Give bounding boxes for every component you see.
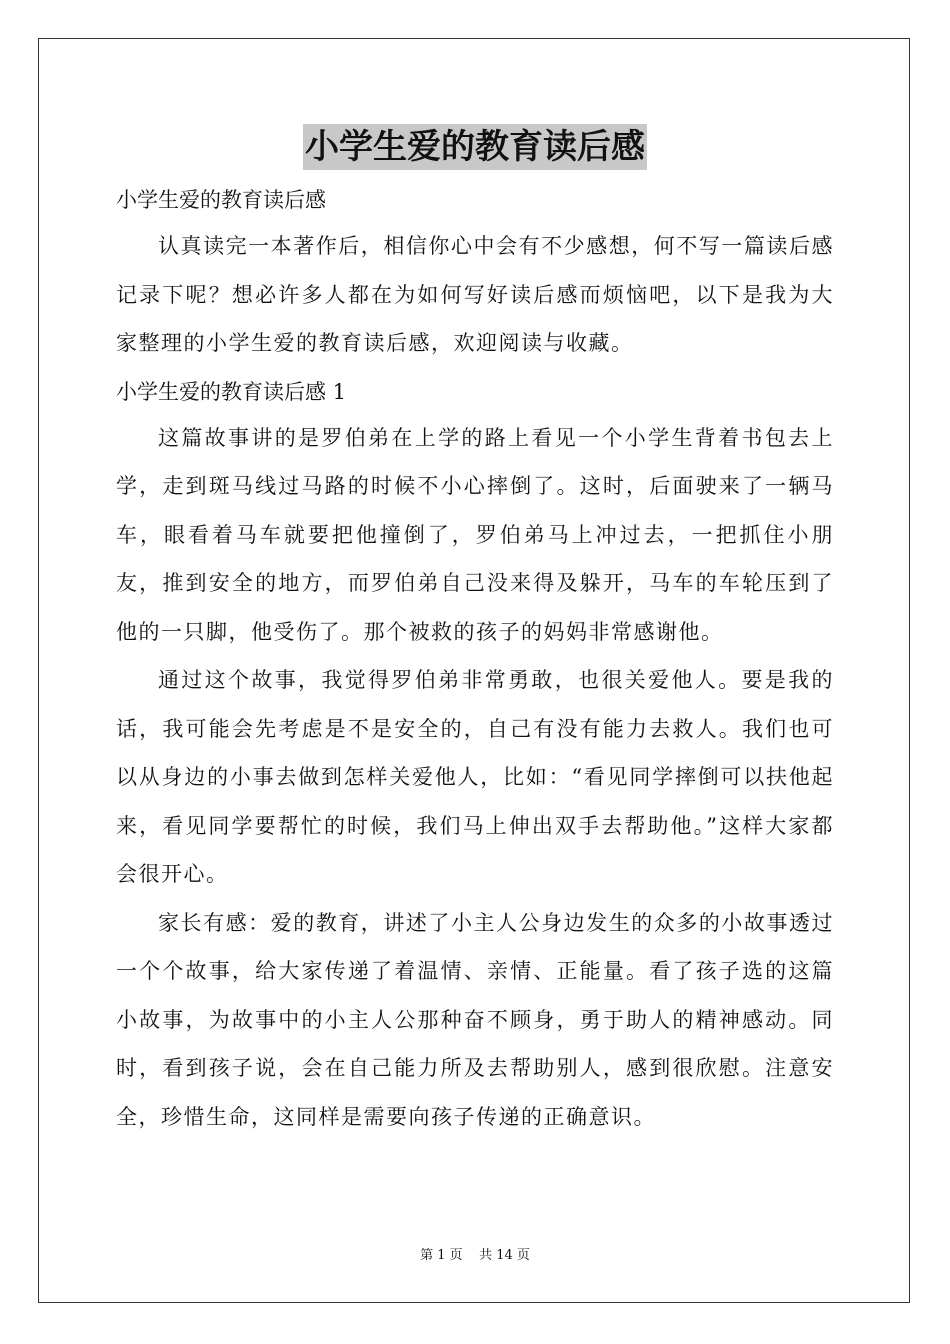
document-title: 小学生爱的教育读后感 [303, 124, 647, 170]
section-heading: 小学生爱的教育读后感 1 [116, 379, 347, 404]
title-container [0, 124, 950, 170]
body-paragraph-1: 这篇故事讲的是罗伯弟在上学的路上看见一个小学生背着书包去上学，走到斑马线过马路的时候不小心摔倒了。这时，后面驶来了一辆马车，眼看着马车就要把他撞倒了，罗伯弟马上冲过去，一把抓住小朋友，推到安全的地方，而罗伯弟自己没来得及躲开，马车的车轮压到了他的一只脚，他受伤了。那个被救的孩子的妈妈非常感谢他。 [116, 425, 834, 644]
page-number-footer: 第 1 页 共 14 页 [420, 1248, 530, 1263]
document-subtitle: 小学生爱的教育读后感 [116, 188, 326, 212]
document-body [116, 178, 834, 1141]
body-paragraph-2: 通过这个故事，我觉得罗伯弟非常勇敢，也很关爱他人。要是我的话，我可能会先考虑是不是安全的，自己有没有能力去救人。我们也可以从身边的小事去做到怎样关爱他人，比如：“看见同学摔倒可以扶他起来，看见同学要帮忙的时候，我们马上伸出双手去帮助他。”这样大家都会很开心。 [116, 668, 834, 886]
body-paragraph-3: 家长有感：爱的教育，讲述了小主人公身边发生的众多的小故事透过一个个故事，给大家传递了着温情、亲情、正能量。看了孩子选的这篇小故事，为故事中的小主人公那种奋不顾身，勇于助人的精神感动。同时，看到孩子说，会在自己能力所及去帮助别人，感到很欣慰。注意安全，珍惜生命，这同样是需要向孩子传递的正确意识。 [116, 910, 834, 1129]
intro-paragraph: 认真读完一本著作后，相信你心中会有不少感想，何不写一篇读后感记录下呢？想必许多人都在为如何写好读后感而烦恼吧，以下是我为大家整理的小学生爱的教育读后感，欢迎阅读与收藏。 [116, 234, 834, 355]
